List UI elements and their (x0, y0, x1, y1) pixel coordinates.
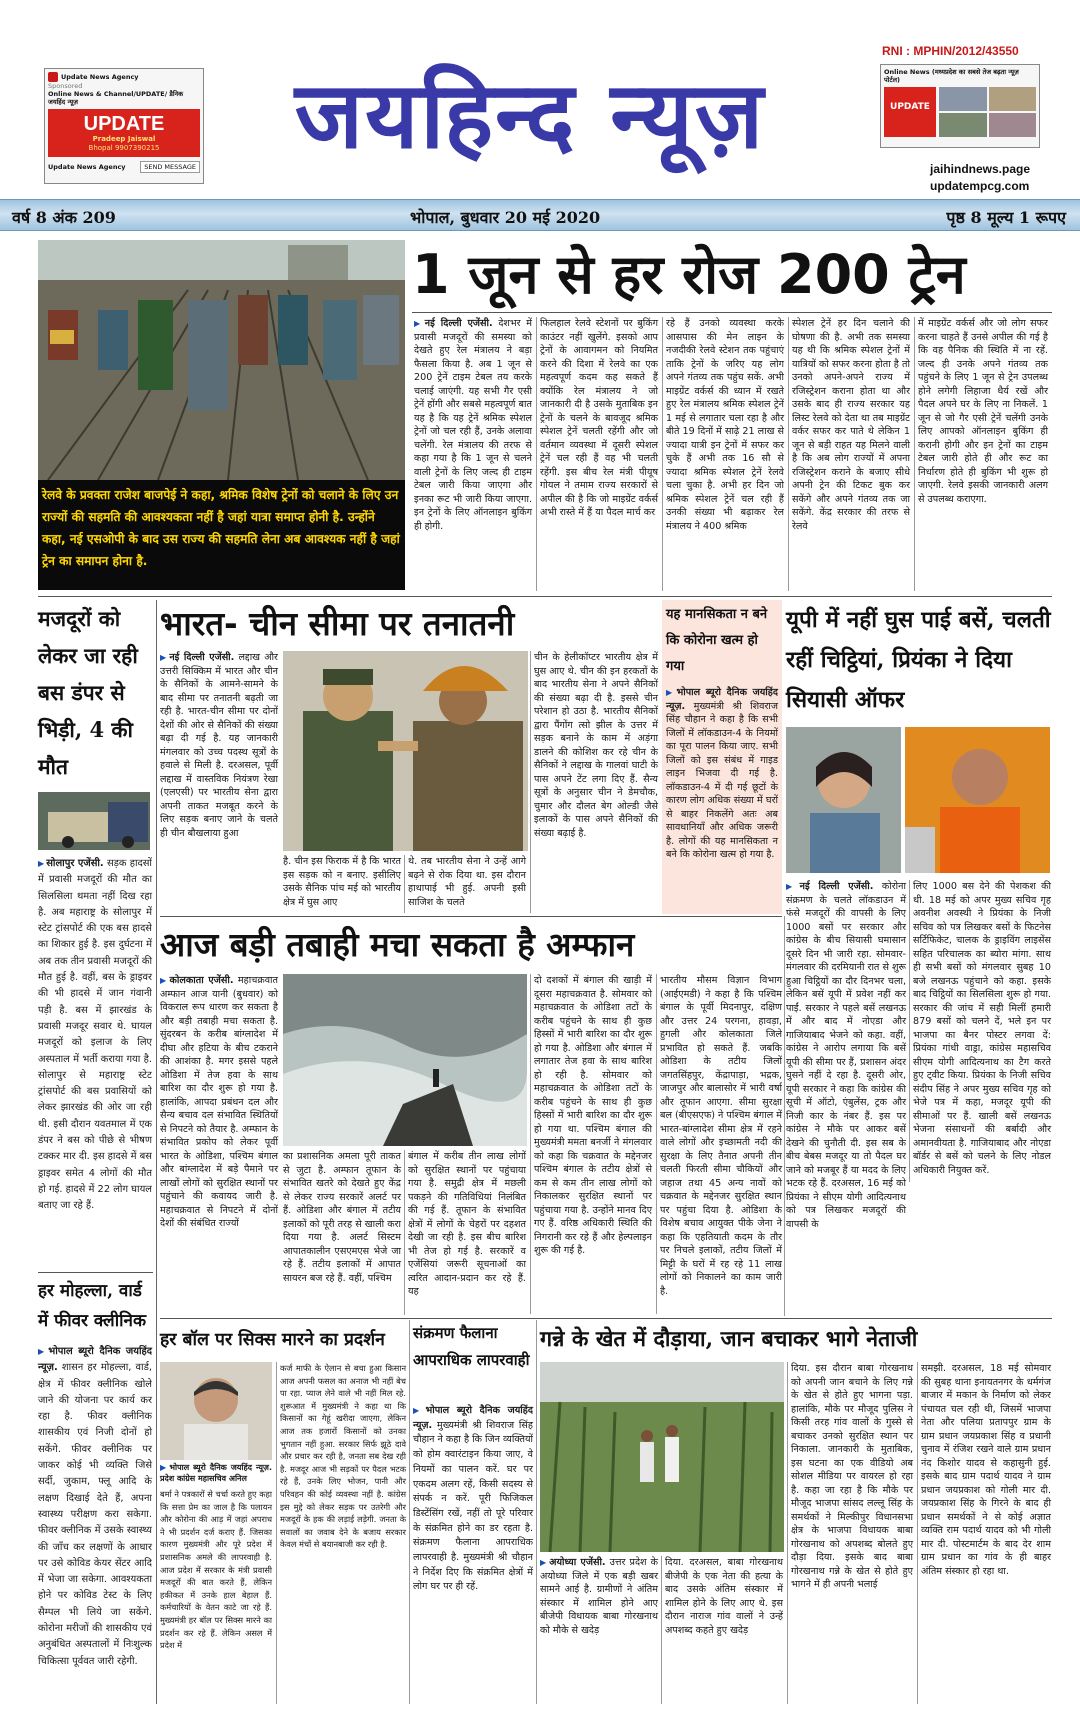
website-2[interactable]: updatempcg.com (930, 179, 1030, 193)
india-china-col-2 (283, 855, 401, 915)
body-text: शासन हर मोहल्ला, वार्ड, क्षेत्र में फीवर क्लीनिक खोले जाने की योजना पर कार्य कर रहा है. फीवर क्लीनिक शासकीय एवं निजी दोनों हो सकेंगे. फीवर क्लीनिक पर जाकर कोई भी व्यक्ति जिसे सर्दी, जुकाम, फ्लू आदि के लक्षण दिखाई देते हैं, अपना स्वास्थ्य परीक्षण करा सकेगा. फीवर क्लीनिक में उसके स्वास्थ्य की जाँच कर लक्षणों के आधार पर उसे कोविड केयर सेंटर आदि में भेजा जा सकेगा. आवश्यकता होने पर कोविड टेस्ट के लिए सैम्पल भी लिये जा सकेंगे. कोरोना मरीजों की शासकीय एवं अनुबंधित अस्पतालों में निःशुल्क चिकित्सा पूर्ववत जारी रहेगी. (38, 1362, 152, 1667)
ad-person: Pradeep Jaiswal (92, 135, 156, 143)
body-text: फिलहाल रेलवे स्टेशनों पर बुकिंग काउंटर नहीं खुलेंगे. इसको आप ट्रेनों के आवागमन को नियमित करने की दिशा में रेलवे का एक महत्वपूर्ण कदम कह सकते हैं क्योंकि रेल मंत्रालय ने जो जानकारी दी है उसके मुताबिक इन ट्रेनों के चलने के बावजूद श्रमिक स्पेशल ट्रेनें चलती रहेंगी और जो वर्तमान व्यवस्था में दूसरी स्पेशल ट्रेनें चल रही हैं वह भी चलती रहेंगी. इस बीच रेल मंत्री पीयूष गोयल ने तमाम राज्य सरकारों से अपील की है कि जो माइग्रेंट वर्कर्स अभी रास्ते में हैं या पैदल मार्च कर (540, 318, 658, 518)
right-ad-brand: UPDATE (890, 102, 930, 112)
body-text: देशभर में प्रवासी मजदूरों की समस्या को देखते हुए रेल मंत्रालय ने बड़ा फैसला किया है. अब 1 जून से 200 ट्रेनें टाइम टेबल तय करके चलाई जाएंगी. यह सभी गैर एसी ट्रेनें होंगी और सबसे महत्वपूर्ण बात यह है कि यह ट्रेनें श्रमिक स्पेशल ट्रेनों जो चल रही हैं, उनके अलावा चलेंगी. रेल मंत्रालय की तरफ से कहा गया है कि 1 जून से चलने वाली ट्रेनों के लिए जल्द ही टाइम टेबल जारी किया जाएगा और इनका रूट भी जारी किया जाएगा. इन ट्रेनों के लिए ऑनलाइन बुकिंग ही होगी. (414, 318, 532, 532)
sugarcane-field-photo (540, 1362, 784, 1552)
amphan-col-4 (534, 974, 652, 1314)
thumbnail (939, 113, 987, 137)
body-text: लिए 1000 बस देने की पेशकश की थी. 18 मई को अपर मुख्य सचिव गृह अवनीश अवस्थी ने प्रियंका के निजी सचिव को पत्र लिखकर बसों के फिटनेस सर्टिफिकेट, चालक के ड्राइविंग लाइसेंस सहित परिचालक का ब्योरा मांगा. साथ ही सभी बसों को मंगलवार सुबह 10 बजे लखनऊ पहुंचाने को कहा. इसके बाद चिट्ठियों का सिलसिला शुरू हो गया. सरकार की जांच में सही मिलीं हमारी 879 बसों को चलने दें, भले इन पर भाजपा का बैनर पोस्टर लगवा दें: प्रियंका गांधी वाड्रा, कांग्रेस महासचिव सीएम योगी आदित्यनाथ का टैग करते हुए ट्वीट किया. प्रियंका के निजी सचिव संदीप सिंह ने अपर मुख्य सचिव गृह को भेजे पत्र में कहा, मजदूर यूपी की सीमाओं पर हैं. खाली बसें लखनऊ भेजना संसाधनों की बर्बादी और अमानवीयता है. गाजियाबाद और नोएडा बॉर्डर से बसें को चलने के लिए नोडल अधिकारी नियुक्त करें. (913, 881, 1051, 1176)
body-text: लद्दाख और उत्तरी सिक्किम में भारत और चीन के सैनिकों के आमने-सामने के बाद सीमा पर तनातनी बढ़ती जा रही है. भारत-चीन सीमा पर दोनों देशों की ओर से सैनिकों की संख्या बढ़ा दी गई है. यह जानकारी मंगलवार को उच्च पदस्थ सूत्रों के हवाले से मिली है. दरअसल, पूर्वी लद्दाख में वास्तविक नियंत्रण रेखा (एलएसी) पर भारतीय सेना द्वारा अपनी ताकत मजबूत करने के लिए सड़क बनाए जाने के चलते ही चीन बौखलाया हुआ (160, 652, 278, 839)
dateline: ▶ भोपाल ब्यूरो दैनिक जयहिंद न्यूज़. (413, 1405, 533, 1431)
thumbnail (989, 113, 1037, 137)
ad-brand: UPDATE (83, 113, 165, 135)
right-ad-banner (884, 87, 936, 137)
dateline: ▶ सोलापुर एजेंसी. (38, 858, 104, 869)
body-text: में माइग्रेंट वर्कर्स और जो लोग सफर करना चाहते हैं उनसे अपील की गई है कि वह पैनिक की स्थिति में ना रहें. जल्द ही उनके अपने गंतव्य तक पहुंचने के लिए 1 जून से ट्रेन उपलब्ध होने लगेगी लिहाजा धैर्य रखें और पैदल अपने घर के लिए ना निकलें. 1 जून से जो गैर एसी ट्रेनें चलेंगी उनके लिए आपको ऑनलाइन बुकिंग ही करानी होगी और इन ट्रेनों का टाइम टेबल जारी होते ही और रूट का निर्धारण होते ही बुकिंग भी शुरू हो जाएगी. रेलवे इसकी जानकारी अलग से उपलब्ध कराएगा. (918, 318, 1048, 505)
body-text: दिया. इस दौरान बाबा गोरखनाथ को अपनी जान बचाने के लिए गन्ने के खेत से होते हुए भागना पड़ा. हालांकि, मौके पर मौजूद पुलिस ने किसी तरह गांव वालों के गुस्से से बचाकर उनको सुरक्षित स्थान पर निकाला. जानकारी के मुताबिक, इस घटना का एक वीडियो अब सोशल मीडिया पर वायरल हो रहा है. कहा जा रहा है कि मौके पर मौजूद भाजपा सांसद लल्लू सिंह के समर्थकों ने मिल्कीपुर विधानसभा क्षेत्र के भाजपा विधायक बाबा गोरखनाथ को अपशब्द बोलते हुए दौड़ा दिया. इसके बाद बाबा गोरखनाथ गन्ने के खेत से होते हुए भागने में ही अपनी भलाई (791, 1363, 913, 1590)
story-trains-col-2 (540, 317, 658, 591)
ad-banner (48, 109, 200, 157)
ad-line: Online News & Channel/UPDATE/ डैनिक जयहिंद न्यूज़ (48, 90, 184, 106)
india-china-col-4 (534, 651, 658, 913)
issue-date: भोपाल, बुधवार 20 मई 2020 (410, 208, 601, 227)
ad-sponsored: Sponsored (48, 82, 83, 90)
soldiers-photo (283, 651, 528, 851)
story-bus-body (38, 856, 152, 1268)
ad-logo-icon (48, 72, 58, 82)
issue-price: पृष्ठ 8 मूल्य 1 रूपए (946, 208, 1066, 227)
train-yard-photo (38, 240, 405, 480)
dateline: ▶ कोलकाता एजेंसी. (160, 975, 233, 986)
amphan-col-2 (283, 1150, 401, 1315)
up-buses-col-2 (913, 880, 1051, 1182)
sugarcane-col-3 (791, 1362, 913, 1704)
story-trains-col-3 (666, 317, 784, 591)
story-trains-col-4 (792, 317, 910, 591)
story-trains-col-5 (918, 317, 1048, 591)
body-text: का प्रशासनिक अमला पूरी ताकत से जुटा है. अम्फान तूफान के संभावित खतरे को देखते हुए केंद्र से लेकर राज्य सरकारें अलर्ट पर हैं. ओडिशा और बंगाल में तटीय इलाकों को पूरी तरह से खाली करा दिया गया है. अलर्ट सिस्टम आपातकालीन एसएमएस भेजे जा रहे हैं. तटीय इलाकों में आपात सायरन बज रहे हैं. वहीं, पश्चिम (283, 1151, 401, 1284)
amphan-col-5 (660, 974, 782, 1314)
body-text: भारतीय मौसम विज्ञान विभाग (आईएमडी) ने कहा है कि पश्चिम बंगाल के पूर्वी मिदनापुर, दक्षिण और उत्तर 24 परगना, हावड़ा, हुगली और कोलकाता जिले प्रभावित हो सकते हैं. जबकि ओडिशा के तटीय जिलों जगतसिंहपुर, केंद्रापाड़ा, भद्रक, जाजपुर और बालासोर में भारी वर्षा और तूफान आएगा. सीमा सुरक्षा बल (बीएसएफ) ने पश्चिम बंगाल में भारत-बांग्लादेश सीमा क्षेत्र में रहने वाले लोगों और इच्छामती नदी की सुरक्षा के लिए तैनात अपनी तीन चलती फिरती सीमा चौकियों और जहाज तथा 45 अन्य नावों को चक्रवात के मद्देनजर सुरक्षित स्थान पर पहुंचा दिया है. ओडिशा के विशेष बचाव आयुक्त पीके जेना ने कहा कि एहतियाती कदम के तौर पर निचले इलाकों, तटीय जिलों में मिट्टी के घरों में रह रहे 11 लाख लोगों को निकालने का काम जारी है. (660, 975, 782, 1297)
up-buses-col-1 (786, 880, 906, 1230)
thumbnail (989, 87, 1037, 111)
headline-mentality: यह मानसिकता न बने कि कोरोना खत्म हो गया (666, 607, 768, 674)
body-text: चीन के हेलीकॉप्टर भारतीय क्षेत्र में घुस आए थे. चीन की इन हरकतों के बाद भारतीय सेना ने अपने सैनिकों की संख्या बढ़ा दी है. इससे चीन परेशान हो उठा है. भारतीय सैनिकों द्वारा पैंगोंग त्सो झील के उत्तर में सड़क बनाने के काम में अड़ंगा डालने की कोशिश कर रहे चीन के सैनिकों ने लद्दाख के गालवां घाटी के पास अपने टेंट लगा दिए हैं. सैन्य सूत्रों के अनुसार चीन ने डेमचौक, चुमार और दौलत बेग ओल्डी जैसे इलाकों के पास अपने सैनिकों की संख्या बढ़ाई है. (534, 652, 658, 839)
headline-criminal: संक्रमण फैलाना आपराधिक लापरवाही (413, 1324, 530, 1369)
right-advertisement[interactable] (880, 64, 1040, 148)
bus-accident-photo (38, 792, 150, 850)
rni-number: RNI : MPHIN/2012/43550 (882, 44, 1019, 58)
left-advertisement[interactable] (44, 68, 204, 184)
headline-bus-accident: मजदूरों को लेकर जा रही बस डंपर से भिड़ी, 4 की मौत (38, 606, 138, 779)
body-text: कोरोना संक्रमण के चलते लॉकडाउन में फंसे मजदूरों की वापसी के लिए 1000 बसों पर सरकार और कांग्रेस के बीच सियासी घमासान दूसरे दिन भी जारी रहा. सोमवार-मंगलवार की दरमियानी रात से शुरू हुआ चिट्ठियों का दौर दिनभर चला, लेकिन बसें यूपी में प्रवेश नहीं कर पाईं. सरकार ने पहले बसें लखनऊ में और बाद में नोएडा और गाजियाबाद भेजने को कहा. वहीं, कांग्रेस ने आरोप लगाया कि बसें यूपी की सीमा पर हैं, प्रशासन अंदर घुसने नहीं दे रहा है. दूसरी ओर, यूपी सरकार ने कहा कि कांग्रेस की सूची में ऑटो, एंबुलेंस, ट्रक और निजी कार के नंबर हैं. इस पर कांग्रेस ने मौके पर आकर बसें देखने की चुनौती दी. इस सब के बीच बेबस मजदूर या तो पैदल घर जाने को मजबूर हैं या मदद के लिए भटक रहे हैं. दरअसल, 16 मई को प्रियंका ने सीएम योगी आदित्यनाथ को पत्र लिखकर मजदूरों की वापसी के (786, 881, 906, 1230)
body-text: मुख्यमंत्री श्री शिवराज सिंह चौहान ने कहा है कि जिन व्यक्तियों को होम क्वारंटाइन किया जाए, वे नियमों का पालन करें. घर पर एकदम अलग रहें, किसी सदस्य से संपर्क न करें. पूरी फिजिकल डिस्टेंसिंग रखें, नहीं तो पूरे परिवार के संक्रमित होने का डर रहता है. संक्रमण फैलाना आपराधिक लापरवाही है. मुख्यमंत्री श्री चौहान ने निर्देश दिए कि संक्रमित क्षेत्रों में लोग घर पर ही रहें. (413, 1419, 533, 1593)
ad-send-button[interactable]: SEND MESSAGE (140, 161, 200, 173)
headline-protest: हर बॉल पर सिक्स मारने का प्रदर्शन (160, 1330, 385, 1350)
masthead-title: जयहिन्द न्यूज़ (294, 62, 766, 169)
priyanka-photo (786, 727, 901, 873)
yogi-photo (905, 727, 1050, 873)
body-text: समझी. दरअसल, 18 मई सोमवार की सुबह थाना इनायतनगर के धर्मगंज बाजार में मकान के निर्माण को लेकर पंचायत चल रही थी, जिसमें भाजपा नेता और पलिया प्रतापपुर ग्राम के ग्राम प्रधान जयप्रकाश सिंह व प्रधानी चुनाव में रंजिश रखने वाले ग्राम प्रधान नंद किशोर यादव से कहासुनी हुई. इसके बाद ग्राम पदार्थ यादव ने ग्राम प्रधान जयप्रकाश को गोली मार दी. जयप्रकाश सिंह के गिरने के बाद ही प्रधान समर्थकों ने से कोई अज्ञात व्यक्ति राम पदार्थ यादव को भी गोली मार दी. पोस्टमार्टम के बाद देर शाम ग्राम प्रधान का गांव के ही बाहर अंतिम संस्कार हो रहा था. (921, 1363, 1051, 1577)
protest-col-1 (160, 1488, 272, 1704)
headline-trains: 1 जून से हर रोज 200 ट्रेन (412, 243, 966, 306)
caption-text: ▶ भोपाल ब्यूरो दैनिक जयहिंद न्यूज़. प्रदेश कांग्रेस महासचिव अनिल (160, 1463, 272, 1483)
body-text: मुख्यमंत्री श्री शिवराज सिंह चौहान ने कहा है कि सभी जिलों में लॉकडाउन-4 के नियमों का पूरा पालन किया जाए. सभी जिलों को इस संबंध में गाइड लाइन भिजवा दी गई है. लॉकडाउन-4 में दी गई छूटों के कारण लोग अधिक संख्या में घरों से बाहर निकलेंगे अतः अब सावधानियाँ और अधिक जरूरी है. लोगों की यह मानसिकता न बने कि कोरोना खत्म हो गया है. (666, 700, 778, 860)
body-text: कर्ज माफी के ऐलान से बचा हुआ किसान आज अपनी फसल का अनाज भी नहीं बेच पा रहा. प्याज लेने वाले भी नहीं मिल रहे. शुरूआत में मुख्यमंत्री ने कहा था कि किसानों का गेहूं खरीदा जाएगा, लेकिन आज तक हजारों किसानों को उनका भुगतान नहीं हुआ. सरकार सिर्फ झूठे दावे और प्रचार कर रही है, जनता सब देख रही है. मजदूर आज भी सड़कों पर पैदल भटक रहे हैं, उनके लिए भोजन, पानी और परिवहन की कोई व्यवस्था नहीं है. कांग्रेस इस मुद्दे को लेकर सड़क पर उतरेगी और मजदूरों के हक की लड़ाई लड़ेगी. जनता के सवालों का जवाब देने के बजाय सरकार केवल मंचों से बयानबाजी कर रही है. (280, 1363, 406, 1550)
protest-caption (160, 1462, 272, 1486)
body-text: उत्तर प्रदेश के अयोध्या जिले में एक बड़ी खबर सामने आई है. ग्रामीणों ने अंतिम संस्कार में शामिल होने आए बीजेपी विधायक बाबा गोरखनाथ को मौके से खदेड़ (540, 1557, 658, 1636)
sugarcane-col-4 (921, 1362, 1051, 1704)
dateline: ▶ नई दिल्ली एजेंसी. (160, 652, 234, 663)
website-1[interactable]: jaihindnews.page (930, 162, 1031, 176)
dateline: ▶ भोपाल ब्यूरो दैनिक जयहिंद न्यूज़. (38, 1346, 152, 1373)
india-china-col-1 (160, 651, 278, 913)
body-text: बर्मा ने पत्रकारों से चर्चा करते हुए कहा कि सत्ता प्रेम का जाल है कि पलायन और कोरोना की आड़ में जहां अपराध ने भी प्रदर्शन दर्ज कराए हैं. जिसका कारण मुख्यमंत्री और पूरे प्रदेश में प्रशासनिक अमले की लापरवाही है. आज प्रदेश में सरकार के मंत्री प्रवासी मजदूरों की बात करते हैं, लेकिन हकीकत में उनके हाल बेहाल हैं. कर्मचारियों के वेतन काटे जा रहे हैं. मुख्यमंत्री हर बॉल पर सिक्स मारने का प्रदर्शन कर रहे हैं. लेकिन असल में प्रदेश में (160, 1489, 272, 1651)
mentality-body (666, 686, 778, 912)
thumbnail (939, 87, 987, 111)
congress-leader-photo (160, 1362, 272, 1460)
body-text: स्पेशल ट्रेनें हर दिन चलाने की घोषणा की है. अभी तक समस्या यह थी कि श्रमिक स्पेशल ट्रेनों में यात्रियों को सफर करना होता है तो उनको अपने-अपने राज्य में रजिस्ट्रेशन कराना होता था और उसके बाद ही राज्य सरकार यह लिस्ट रेलवे को देता था तब माइग्रेंट वर्कर सफर कर पाते थे लेकिन 1 जून से बड़ी राहत यह मिलने वाली है कि अब लोग राज्यों में अपना रजिस्ट्रेशन कराने के बजाए सीधे अपनी ट्रेन की टिकट बुक कर सकेंगे और अपने गंतव्य तक जा सकेंगे. केंद्र सरकार की तरफ से रेलवे (792, 318, 910, 532)
caption-text: रेलवे के प्रवक्ता राजेश बाजपेई ने कहा, श्रमिक विशेष ट्रेनों को चलाने के लिए उन राज्यों की सहमति की आवश्यकता नहीं है जहां यात्रा समाप्त होनी है. उन्होंने कहा, नई एसओपी के बाद उस राज्य की सहमति लेना अब आवश्यक नहीं है जहां ट्रेन का समापन होना है. (42, 488, 400, 568)
headline-fever-clinic: हर मोहल्ला, वार्ड में फीवर क्लीनिक (38, 1281, 147, 1331)
headline-up-buses: यूपी में नहीं घुस पाई बसें, चलती रहीं चिट्ठियां, प्रियंका ने दिया सियासी ऑफर (786, 607, 1051, 713)
train-photo-caption (38, 480, 405, 590)
body-text: बंगाल में करीब तीन लाख लोगों को सुरक्षित स्थानों पर पहुंचाया गया है. समुद्री क्षेत्र में मछली पकड़ने की गतिविधियां निलंबित की गई हैं. तूफान के संभावित क्षेत्रों में लोगों के चेहरों पर दहशत देखी जा रही है. इस बीच बारिश भी तेज हो गई है. सरकारें व एजेंसियां जरूरी सूचनाओं का त्वरित आदान-प्रदान कर रहे हैं. यह (408, 1151, 526, 1297)
india-china-col-3 (408, 855, 526, 915)
amphan-col-3 (408, 1150, 526, 1315)
issue-number: वर्ष 8 अंक 209 (12, 208, 116, 227)
body-text: दिया. दरअसल, बाबा गोरखनाथ बीजेपी के एक नेता की हत्या के बाद उसके अंतिम संस्कार में शामिल होने के लिए आए थे. इस दौरान नाराज गांव वालों ने उन्हें अपशब्द कहते हुए खदेड़ (665, 1557, 783, 1636)
info-bar (0, 199, 1080, 231)
headline-india-china: भारत- चीन सीमा पर तनातनी (160, 604, 515, 643)
ad-header: Update News Agency (61, 73, 139, 81)
right-ad-line: Online News (मध्यप्रदेश का सबसे तेज बढ़ता न्यूज़ पोर्टल) (884, 68, 1019, 84)
body-text: थे. तब भारतीय सेना ने उन्हें आगे बढ़ने से रोक दिया था. इस दौरान हाथापाई भी हुई. अपनी इसी साजिश के चलते (408, 856, 526, 908)
protest-col-2 (280, 1362, 406, 1704)
dateline: ▶ नई दिल्ली एजेंसी. (786, 881, 873, 892)
right-ad-thumbnails (939, 87, 1036, 137)
headline-sugarcane: गन्ने के खेत में दौड़ाया, जान बचाकर भागे नेताजी (540, 1327, 918, 1352)
sugarcane-col-2 (665, 1556, 783, 1704)
body-text: है. चीन इस फिराक में है कि भारत इस सड़क को न बनाए. इसीलिए उसके सैनिक पांच मई को भारतीय क्षेत्र में घुस आए (283, 856, 401, 908)
body-text: सड़क हादसों में प्रवासी मजदूरों की मौत का सिलसिला थमता नहीं दिख रहा है. अब महाराष्ट्र के सोलापुर में स्टेट ट्रांसपोर्ट की एक बस हादसे का शिकार हुई है. इस दुर्घटना में अब तक तीन प्रवासी मजदूरों की मौत हुई है. वहीं, बस के ड्राइवर की भी हादसे में जान गंवानी पड़ी है. बस में झारखंड के प्रवासी मजदूर सवार थे. घायल मजदूरों को इलाज के लिए अस्पताल में भर्ती कराया गया है. सोलापुर से महाराष्ट्र स्टेट ट्रांसपोर्ट की बस प्रवासियों को लेकर झारखंड की ओर जा रही थी. इसी दौरान यवतमाल में एक डंपर ने बस को पीछे से भीषण टक्कर मार दी. इस हादसे में बस ड्राइवर समेत 4 लोगों की मौत हो गई. हादसे में 22 लोग घायल बताए जा रहे हैं. (38, 858, 153, 1212)
dateline: ▶ भोपाल ब्यूरो दैनिक जयहिंद न्यूज़. (666, 687, 778, 712)
cyclone-sea-photo (283, 974, 527, 1146)
body-text: रहे हैं उनको व्यवस्था करके आसपास की मेन लाइन के नजदीकी रेलवे स्टेशन तक पहुंचाएं ताकि ट्रेनों के जरिए यह लोग अपने गंतव्य तक पहुंच सकें. अभी माइग्रेंट वर्कर्स की ध्यान में रखते हुए रेल मंत्रालय श्रमिक स्पेशल ट्रेनें 1 मई से लगातार चला रहा है और बीते 19 दिनों में साढ़े 21 लाख से ज्यादा यात्री इन ट्रेनों में सफर कर चुके हैं अभी तक 16 सौ से ज्यादा श्रमिक स्पेशल ट्रेनें रेलवे चला चुका है. अभी हर दिन जो श्रमिक स्पेशल ट्रेनें चल रही हैं उनकी संख्या भी बढ़ाकर रेल मंत्रालय ने 400 श्रमिक (666, 318, 785, 532)
amphan-col-1 (160, 974, 278, 1314)
dateline: ▶ नई दिल्ली एजेंसी. (414, 318, 493, 329)
ad-contact: Bhopal 9907390215 (88, 144, 160, 152)
story-trains-col-1 (414, 317, 532, 591)
ad-footer: Update News Agency (48, 163, 126, 171)
criminal-body (413, 1404, 533, 1704)
story-fever-body (38, 1344, 152, 1704)
body-text: दो दशकों में बंगाल की खाड़ी में दूसरा महाचक्रवात है. सोमवार को महाचक्रवात के ओडिशा तटों के करीब पहुंचने के साथ ही कुछ हिस्सों में भारी बारिश का दौर शुरू हो गया है. ओडिशा और बंगाल में लगातार तेज हवा के साथ बारिश हो रही है. सोमवार को महाचक्रवात के ओडिशा तटों के करीब पहुंचने के साथ ही कुछ हिस्सों में भारी बारिश का दौर शुरू हो गया था. पश्चिम बंगाल की मुख्यमंत्री ममता बनर्जी ने मंगलवार को कहा कि चक्रवात के मद्देनजर पश्चिम बंगाल के तटीय क्षेत्रों से कम से कम तीन लाख लोगों को निकालकर सुरक्षित स्थानों पर पहुंचाया गया है. उन्होंने मानव दिए गए हैं. वरिष्ठ अधिकारी स्थिति की निगरानी कर रहे हैं और हेल्पलाइन शुरू की गई है. (534, 975, 652, 1256)
body-text: महाचक्रवात अम्फान आज यानी (बुधवार) को विकराल रूप धारण कर सकता है और बड़ी तबाही मचा सकता है. सुंदरबन के करीब बांग्लादेश में दीघा और हटिया के बीच टकराने की आशंका है. मगर इससे पहले ओडिशा में तेज हवा के साथ बारिश का दौर शुरू हो गया है. हालांकि, आपदा प्रबंधन दल और सैन्य बचाव दल संभावित स्थितियों से निपटने को तैयार है. अम्फान के संभावित प्रकोप को लेकर पूर्वी भारत के ओडिशा, पश्चिम बंगाल और बांग्लादेश में बड़े पैमाने पर लाखों लोगों को सुरक्षित स्थानों पर पहुंचाने की कवायद जारी है. महाचक्रवात से निपटने में दोनों देशों की संबंधित राज्यों (160, 975, 278, 1229)
headline-amphan: आज बड़ी तबाही मचा सकता है अम्फान (160, 925, 635, 964)
sugarcane-col-1 (540, 1556, 658, 1704)
dateline: ▶ अयोध्या एजेंसी. (540, 1557, 606, 1568)
